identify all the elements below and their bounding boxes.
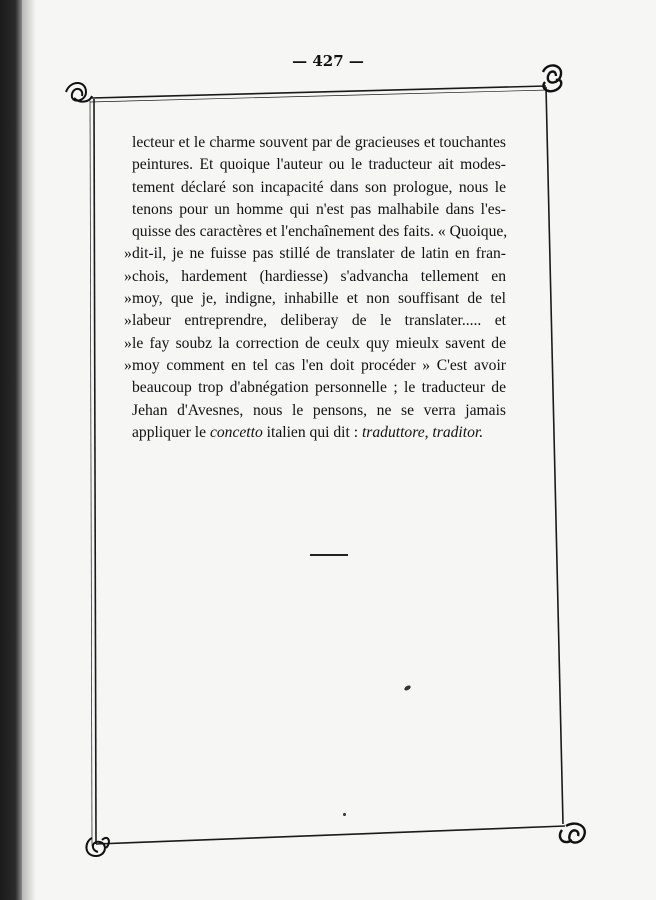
text-line: moy, que je, indigne, inhabille et non souffisant de tel — [132, 290, 506, 308]
quoted-line — [124, 355, 506, 377]
corner-ornament-bottom-left-icon — [86, 838, 109, 856]
ink-speck — [343, 813, 346, 816]
quote-marker: » — [124, 356, 132, 374]
text-line: le fay soubz la correction de ceulx quy mieulx savent de — [132, 334, 506, 352]
section-end-rule — [310, 554, 348, 556]
page-number: — 427 — — [292, 52, 364, 70]
quote-marker: » — [124, 312, 132, 330]
quote-marker: » — [124, 245, 132, 263]
text-line: tenons pour un homme qui n'est pas malhabile dans l'es- — [132, 200, 506, 218]
corner-ornament-top-left-icon — [66, 83, 92, 102]
text-line: peintures. Et quoique l'auteur ou le traducteur ait modes- — [132, 156, 506, 174]
text-line: Jehan d'Avesnes, nous le pensons, ne se verra jamais — [132, 401, 506, 419]
italic-quote: traduttore, traditor. — [361, 423, 484, 441]
italic-term: concetto — [209, 423, 263, 441]
quoted-line — [124, 266, 506, 288]
text-line: chois, hardement (hardiesse) s'advancha tellement en — [132, 267, 506, 285]
text-line: dit-il, je ne fuisse pas stillé de translater de latin en fran- — [132, 245, 506, 263]
quote-marker: » — [124, 267, 132, 285]
quoted-line — [124, 310, 506, 332]
text-segment: appliquer le — [132, 423, 210, 441]
quoted-line — [124, 243, 506, 265]
text-segment: italien qui dit : — [262, 423, 362, 441]
quote-marker: » — [124, 290, 132, 308]
text-line: labeur entreprendre, deliberay de le translater..... et — [132, 312, 506, 330]
text-line: quisse des caractères et l'enchaînement des faits. « Quoique, — [132, 223, 508, 241]
body-paragraph — [124, 132, 508, 444]
text-line: tement déclaré son incapacité dans son prologue, nous le — [132, 178, 506, 196]
text-line: beaucoup trop d'abnégation personnelle ; le traducteur de — [132, 379, 506, 397]
quote-marker: » — [124, 334, 132, 352]
quoted-line — [124, 333, 506, 355]
text-line: lecteur et le charme souvent par de gracieuses et touchantes — [132, 134, 506, 151]
quoted-line — [124, 288, 506, 310]
text-line: moy comment en tel cas l'en doit procéder » C'est avoir — [132, 356, 506, 374]
text-line-final — [132, 422, 506, 444]
